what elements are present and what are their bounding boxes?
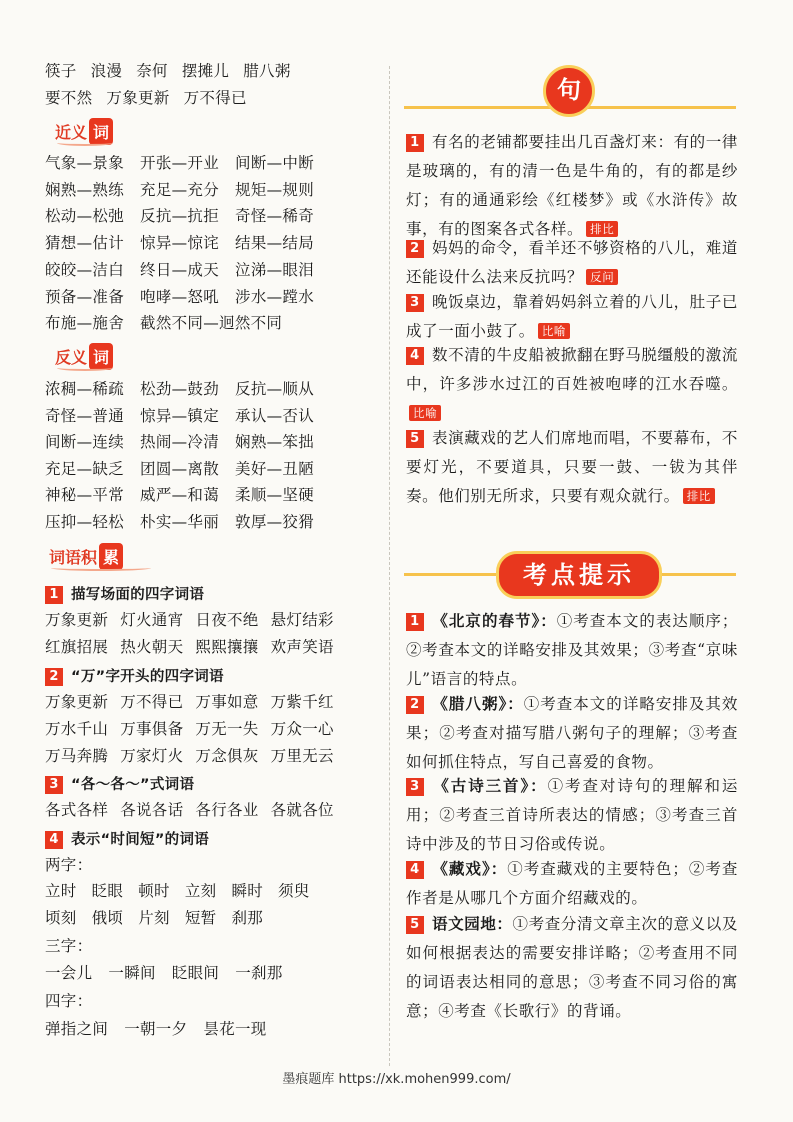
- word-row: [45, 432, 330, 452]
- number-badge: 2: [406, 696, 424, 714]
- rhetoric-tag: 排比: [683, 488, 715, 504]
- number-badge: 1: [406, 613, 424, 631]
- number-badge: 3: [406, 778, 424, 796]
- word: 浪漫: [90, 62, 123, 80]
- word: 万里无云: [270, 747, 334, 765]
- word: 筷子: [45, 62, 77, 80]
- word: 朴实—华丽: [140, 512, 220, 531]
- word-row: [45, 313, 298, 333]
- exam-point-heading: 《古诗三首》：: [432, 777, 548, 795]
- accumulation-heading-text: 词语积: [49, 547, 98, 567]
- synonyms-heading-badge: 词: [89, 118, 113, 145]
- column-divider: [389, 66, 390, 1066]
- number-badge: 1: [45, 586, 63, 604]
- footer-watermark: 墨痕题库 https://xk.mohen999.com/: [282, 1072, 511, 1087]
- word-row: [45, 260, 330, 280]
- word: 咆哮—怒吼: [140, 287, 220, 306]
- word: 热火朝天: [120, 638, 184, 656]
- word: 终日—成天: [140, 260, 220, 279]
- sentence-text: 表演藏戏的艺人们席地而唱，不要幕布，不要灯光，不要道具，只要一鼓、一钹为其伴奏。他们别无所求，只要有观众就行。: [406, 429, 738, 505]
- sentence-item: [406, 234, 738, 292]
- exam-point-text: ①考查本文的详略安排及其效果；②考查对描写腊八粥句子的理解；③考查如何抓住特点，写自己喜爱的食物。: [406, 695, 738, 771]
- word: 各说各话: [120, 801, 184, 819]
- word-row: [45, 881, 325, 901]
- sentence-text: 妈妈的命令，看羊还不够资格的八儿，难道还能设什么法来反抗吗？: [406, 239, 738, 286]
- group-heading-text: “万”字开头的四字词语: [71, 669, 224, 685]
- group-heading-text: “各～各～”式词语: [71, 777, 195, 793]
- word-row: [45, 610, 346, 630]
- word: 压抑—轻松: [45, 512, 125, 531]
- word-row: [45, 287, 330, 307]
- heading-underline: [57, 140, 113, 146]
- word: 一会儿: [45, 964, 93, 982]
- word: 泣涕—眼泪: [235, 260, 315, 279]
- word: 眨眼: [91, 882, 124, 900]
- number-badge: 4: [406, 347, 424, 365]
- word: 欢声笑语: [270, 638, 334, 656]
- word: 惊异—惊诧: [140, 234, 220, 253]
- word: 万念俱灰: [195, 747, 259, 765]
- word-row: [45, 206, 330, 226]
- sentence-text: 有名的老铺都要挂出几百盏灯来：有的一律是玻璃的，有的清一色是牛角的，有的都是纱灯；有的通通彩绘《红楼梦》或《水浒传》故事，有的图案各式各样。: [406, 133, 738, 238]
- rhetoric-tag: 比喻: [538, 323, 570, 339]
- word: 奈何: [136, 62, 168, 80]
- word: 猜想—估计: [45, 234, 125, 253]
- group-1-heading: [45, 584, 204, 605]
- number-badge: 3: [406, 294, 424, 312]
- word: 片刻: [138, 909, 170, 927]
- number-badge: 2: [45, 668, 63, 686]
- group-4-heading: [45, 829, 209, 850]
- word: 顷刻: [45, 909, 77, 927]
- word: 眨眼间: [171, 964, 220, 982]
- accumulation-heading: [49, 543, 123, 569]
- word-row: [45, 692, 346, 712]
- sentence-item: [406, 288, 738, 346]
- word: 悬灯结彩: [270, 611, 334, 629]
- antonyms-heading-text: 反义: [55, 347, 88, 367]
- word: 万事俱备: [120, 720, 184, 738]
- word: 万事如意: [195, 693, 259, 711]
- four-char-label: 四字：: [45, 992, 93, 1010]
- exam-point-item: [406, 607, 738, 694]
- word: 立时: [45, 882, 77, 900]
- word-row: [45, 1019, 283, 1039]
- word: 一刹那: [235, 964, 283, 982]
- word: 万马奔腾: [45, 747, 109, 765]
- word: 柔顺—坚硬: [235, 486, 315, 504]
- number-badge: 1: [406, 134, 424, 152]
- word: 布施—施舍: [45, 314, 125, 333]
- word: 万无一失: [195, 720, 259, 738]
- sentence-item: [406, 128, 738, 244]
- word: 娴熟—熟练: [45, 180, 125, 199]
- word: 松劲—鼓劲: [140, 380, 220, 398]
- word: 万象更新: [45, 611, 109, 629]
- word: 威严—和蔼: [140, 486, 220, 504]
- word: 娴熟—笨拙: [235, 433, 315, 451]
- word: 各行各业: [195, 801, 259, 819]
- group-2-heading: [45, 666, 224, 687]
- rhetoric-tag: 比喻: [409, 405, 441, 421]
- number-badge: 4: [45, 831, 63, 849]
- rhetoric-tag: 反问: [586, 269, 618, 285]
- two-char-label: 两字：: [45, 856, 93, 874]
- word: 顿时: [138, 882, 170, 900]
- exam-point-item: [406, 910, 738, 1026]
- exam-point-text: ①考查对诗句的理解和运用；②考查三首诗所表达的情感；③考查三首诗中涉及的节日习俗或传说。: [406, 777, 738, 853]
- word: 奇怪—稀奇: [235, 207, 315, 226]
- word: 刹那: [231, 909, 264, 927]
- number-badge: 5: [406, 916, 424, 934]
- word: 充足—充分: [140, 180, 220, 199]
- word: 充足—缺乏: [45, 459, 125, 478]
- word: 红旗招展: [45, 638, 109, 656]
- exam-point-item: [406, 772, 738, 859]
- word-row: [45, 459, 330, 479]
- word: 截然不同—迥然不同: [140, 314, 283, 333]
- word: 间断—中断: [235, 154, 315, 172]
- word: 万不得已: [183, 89, 247, 107]
- word: 皎皎—洁白: [45, 260, 125, 279]
- word-row: [45, 800, 346, 820]
- exam-point-heading: 《北京的春节》：: [432, 612, 557, 630]
- word: 预备—准备: [45, 287, 125, 306]
- word: 松动—松弛: [45, 207, 125, 226]
- word: 昙花一现: [203, 1020, 267, 1038]
- exam-point-text: ①考查分清文章主次的意义以及如何根据表达的需要安排详略；②考查用不同的词语表达相同的意思；③考查不同习俗的寓意；④考查《长歌行》的背诵。: [406, 915, 738, 1020]
- number-badge: 2: [406, 240, 424, 258]
- synonyms-heading: [55, 118, 113, 144]
- word: 瞬时: [231, 882, 264, 900]
- word: 腊八粥: [243, 62, 291, 80]
- top-words-row-2: [45, 88, 261, 108]
- word: 万象更新: [106, 89, 170, 107]
- word: 俄顷: [91, 909, 124, 927]
- word: 美好—丑陋: [235, 459, 315, 478]
- word: 神秘—平常: [45, 486, 125, 504]
- word: 各式各样: [45, 801, 109, 819]
- word: 结果—结局: [235, 234, 315, 253]
- synonyms-heading-text: 近义: [55, 122, 88, 142]
- word-row: [45, 963, 299, 983]
- word: 短暂: [184, 909, 217, 927]
- word: 须臾: [278, 882, 310, 900]
- sentence-title: 句: [543, 65, 595, 117]
- word: 反抗—抗拒: [140, 207, 220, 226]
- word: 立刻: [184, 882, 217, 900]
- number-badge: 3: [45, 776, 63, 794]
- word: 惊异—镇定: [140, 406, 220, 425]
- word: 间断—连续: [45, 433, 125, 451]
- word: 反抗—顺从: [235, 380, 315, 398]
- word: 万不得已: [120, 693, 184, 711]
- word: 奇怪—普通: [45, 406, 125, 425]
- word-row: [45, 512, 330, 532]
- word: 热闹—冷清: [140, 433, 220, 451]
- word: 摆摊儿: [181, 62, 230, 80]
- exam-point-text: ①考查本文的表达顺序；②考查本文的详略安排及其效果；③考查“京味儿”语言的特点。: [406, 612, 738, 688]
- number-badge: 5: [406, 430, 424, 448]
- word-row: [45, 746, 346, 766]
- antonyms-heading: [55, 343, 113, 369]
- word: 一瞬间: [108, 964, 156, 982]
- word: 开张—开业: [140, 154, 220, 172]
- word: 熙熙攘攘: [195, 638, 259, 656]
- word-row: [45, 233, 330, 253]
- word: 浓稠—稀疏: [45, 380, 125, 398]
- exam-point-item: [406, 855, 738, 913]
- word: 万众一心: [270, 720, 334, 738]
- word: 万家灯火: [120, 747, 184, 765]
- group-3-heading: [45, 774, 194, 795]
- exam-point-heading: 《藏戏》：: [432, 860, 508, 878]
- word-row: [45, 908, 278, 928]
- word: 一朝一夕: [124, 1020, 188, 1038]
- word: 弹指之间: [45, 1020, 109, 1038]
- top-words-row-1: [45, 61, 305, 81]
- sentence-text: 数不清的牛皮船被掀翻在野马脱缰般的激流中，许多涉水过江的百姓被咆哮的江水吞噬。: [406, 346, 738, 393]
- antonyms-heading-badge: 词: [89, 343, 113, 370]
- group-heading-text: 表示“时间短”的词语: [71, 832, 210, 848]
- accumulation-heading-badge: 累: [99, 543, 123, 570]
- word: 各就各位: [270, 801, 334, 819]
- word: 灯火通宵: [120, 611, 184, 629]
- word: 万紫千红: [270, 693, 334, 711]
- three-char-label: 三字：: [45, 937, 93, 955]
- sentence-item: [406, 341, 738, 428]
- word: 万水千山: [45, 720, 109, 738]
- exam-points-title: 考点提示: [496, 551, 662, 599]
- word: 敦厚—狡猾: [235, 512, 315, 531]
- rhetoric-tag: 排比: [586, 221, 618, 237]
- word-row: [45, 180, 330, 200]
- word-row: [45, 485, 330, 505]
- exam-point-heading: 《腊八粥》：: [432, 695, 524, 713]
- word: 承认—否认: [235, 406, 315, 425]
- exam-point-item: [406, 690, 738, 777]
- word: 要不然: [45, 89, 93, 107]
- word-row: [45, 406, 330, 426]
- word: 规矩—规则: [235, 180, 315, 199]
- sentence-text: 晚饭桌边，靠着妈妈斜立着的八儿，肚子已成了一面小鼓了。: [406, 293, 738, 340]
- exam-point-text: ①考查藏戏的主要特色；②考查作者是从哪几个方面介绍藏戏的。: [406, 860, 738, 907]
- word-row: [45, 379, 330, 399]
- word-row: [45, 637, 346, 657]
- word: 团圆—离散: [140, 459, 220, 478]
- sentence-item: [406, 424, 738, 511]
- word: 涉水—蹚水: [235, 287, 315, 306]
- word: 日夜不绝: [195, 611, 259, 629]
- word-row: [45, 153, 330, 173]
- exam-point-heading: 语文园地：: [432, 915, 513, 933]
- number-badge: 4: [406, 861, 424, 879]
- word: 气象—景象: [45, 154, 125, 172]
- word: 万象更新: [45, 693, 109, 711]
- word-row: [45, 719, 346, 739]
- heading-underline: [51, 565, 151, 571]
- heading-underline: [57, 365, 113, 371]
- group-heading-text: 描写场面的四字词语: [71, 587, 205, 603]
